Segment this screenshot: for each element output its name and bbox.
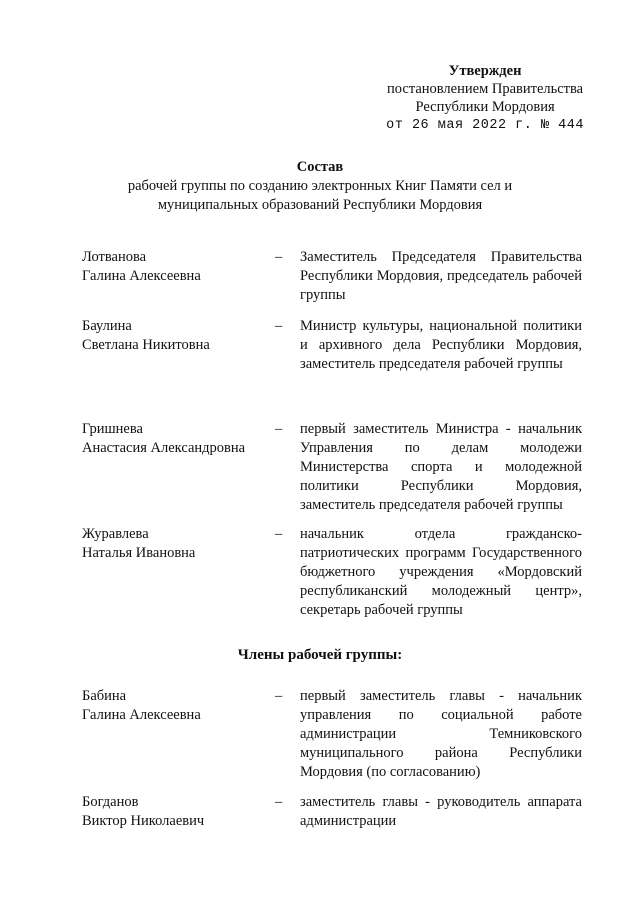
person-name: [82, 248, 272, 286]
composition-title: [0, 158, 640, 215]
approval-block: [386, 62, 584, 135]
composition-heading: Состав: [296, 159, 344, 175]
dash-separator: –: [275, 794, 283, 810]
person-role: Министр культуры, национальной политики и архивного дела Республики Мордовия, заместитель председателя рабочей группы: [300, 318, 582, 372]
person-surname: Гришнева: [82, 421, 143, 437]
approval-line-2: Республики Мордовия: [415, 99, 555, 115]
members-heading: Члены рабочей группы:: [237, 647, 403, 663]
composition-subtitle-1: рабочей группы по созданию электронных Книг Памяти сел и: [127, 178, 513, 194]
person-name: [82, 317, 272, 355]
person-name: [82, 687, 272, 725]
person-name: [82, 420, 272, 458]
person-role: заместитель главы - руководитель аппарата администрации: [300, 794, 582, 829]
person-given-name: Галина Алексеевна: [82, 268, 201, 284]
person-given-name: Светлана Никитовна: [82, 337, 210, 353]
person-role: начальник отдела гражданско-патриотических программ Государственного бюджетного учреждения «Мордовский республиканский молодежный центр», секретарь рабочей группы: [300, 526, 582, 618]
person-surname: Бабина: [82, 688, 127, 704]
approval-date: от 26 мая 2022 г. № 444: [386, 118, 584, 133]
person-given-name: Наталья Ивановна: [82, 545, 196, 561]
composition-subtitle-2: муниципальных образований Республики Мордовия: [157, 197, 483, 213]
person-role: первый заместитель главы - начальник управления по социальной работе администрации Темниковского муниципального района Республики Мордовия (по согласованию): [300, 688, 582, 780]
person-surname: Лотванова: [82, 249, 147, 265]
person-name: [82, 525, 272, 563]
approval-title: Утвержден: [448, 63, 522, 79]
person-name: [82, 793, 272, 831]
person-surname: Богданов: [82, 794, 139, 810]
person-given-name: Виктор Николаевич: [82, 813, 205, 829]
dash-separator: –: [275, 421, 283, 437]
dash-separator: –: [275, 688, 283, 704]
dash-separator: –: [275, 318, 283, 334]
dash-separator: –: [275, 249, 283, 265]
approval-line-1: постановлением Правительства: [387, 81, 584, 97]
person-given-name: Анастасия Александровна: [82, 440, 246, 456]
person-surname: Баулина: [82, 318, 132, 334]
person-role: первый заместитель Министра - начальник Управления по делам молодежи Министерства спорта и молодежной политики Республики Мордовия, заместитель председателя рабочей группы: [300, 421, 582, 513]
person-role: Заместитель Председателя Правительства Республики Мордовия, председатель рабочей группы: [300, 249, 582, 303]
dash-separator: –: [275, 526, 283, 542]
person-surname: Журавлева: [82, 526, 149, 542]
person-given-name: Галина Алексеевна: [82, 707, 201, 723]
